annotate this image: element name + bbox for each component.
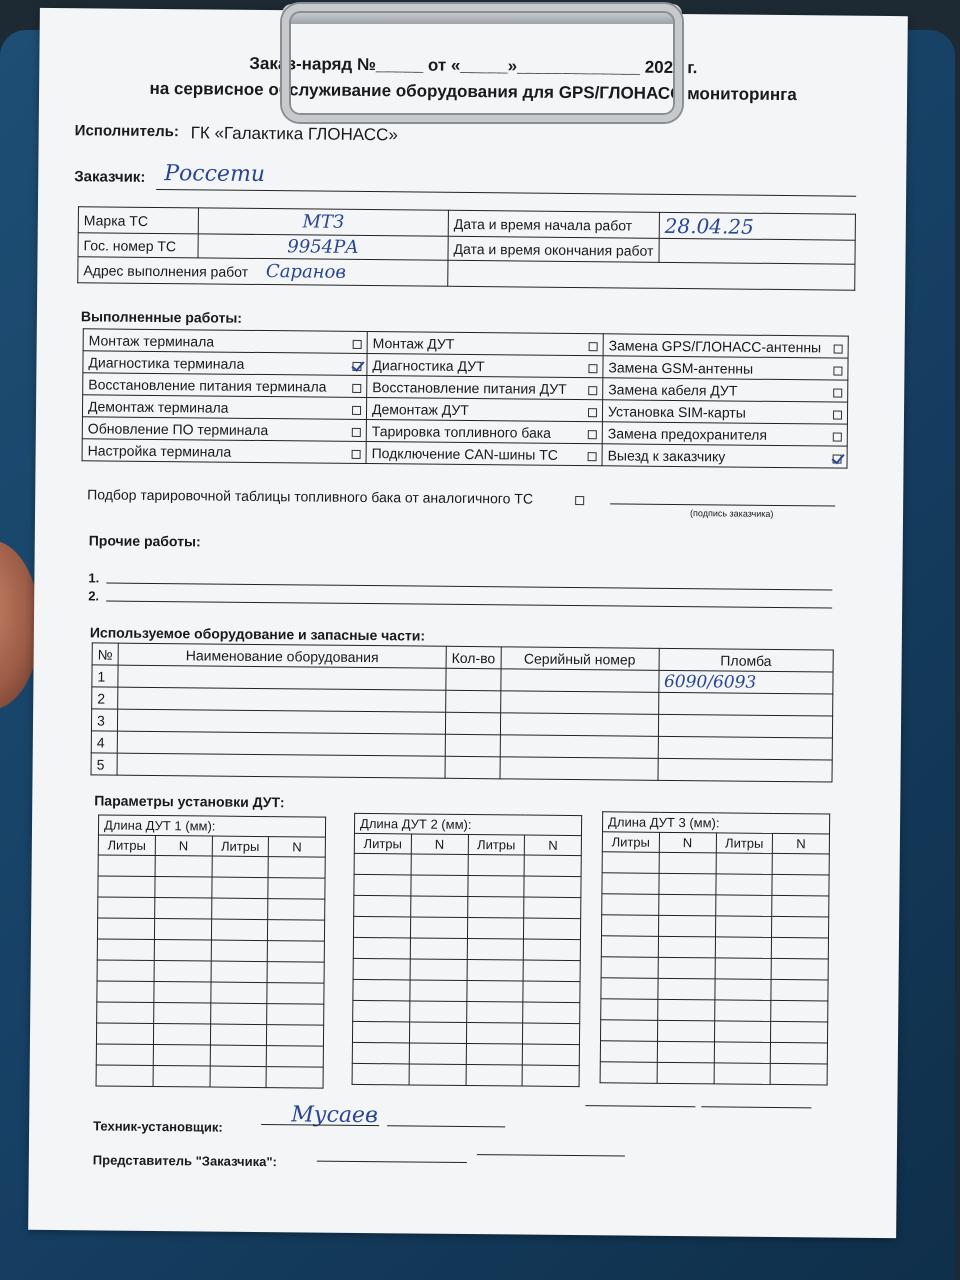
checkbox-checked[interactable]: [352, 361, 361, 370]
cell[interactable]: [716, 853, 773, 875]
cell: [118, 665, 446, 690]
cell[interactable]: [97, 939, 154, 961]
cell[interactable]: [772, 937, 829, 959]
works-table: [82, 328, 849, 468]
cell[interactable]: [715, 937, 772, 959]
other-works-title: Прочие работы:: [88, 532, 201, 550]
cell[interactable]: [468, 855, 525, 877]
work-order-sheet: [28, 8, 908, 1238]
work-item: Замена GPS/ГЛОНАСС-антенны: [608, 336, 822, 355]
start-label: Дата и время начала работ: [448, 210, 659, 238]
cell: [446, 690, 501, 713]
extra-work: Подбор тарировочной таблицы топливного бака от аналогичного ТС: [87, 486, 534, 507]
cell[interactable]: [658, 915, 715, 937]
executor-value: ГК «Галактика ГЛОНАСС»: [190, 123, 398, 145]
cell[interactable]: [153, 1044, 210, 1066]
cell[interactable]: [154, 940, 211, 962]
cell[interactable]: [467, 897, 524, 919]
table-row: [97, 1002, 324, 1025]
table-row: [354, 874, 581, 897]
technician-signature: Мусаев: [291, 1102, 378, 1129]
table-row: [98, 855, 325, 878]
row-number: 2: [92, 687, 118, 709]
cell[interactable]: [266, 1046, 323, 1068]
table-row: [96, 1044, 323, 1067]
work-item: Диагностика ДУТ: [372, 356, 485, 374]
table-row: [353, 979, 580, 1002]
dut-table: [96, 814, 327, 1088]
table-row: [98, 897, 325, 920]
table-row: [97, 939, 324, 962]
brand-label: Марка ТС: [78, 207, 198, 234]
cell[interactable]: [409, 1001, 466, 1023]
cell[interactable]: [523, 960, 580, 982]
cell[interactable]: [466, 981, 523, 1003]
equipment-title: Используемое оборудование и запасные части:: [89, 624, 426, 644]
work-item: Диагностика терминала: [88, 353, 245, 372]
checkbox[interactable]: [833, 366, 842, 375]
cell[interactable]: [771, 1042, 828, 1064]
cell[interactable]: [354, 874, 411, 896]
table-row: [97, 918, 324, 941]
cell: [118, 687, 446, 712]
cell[interactable]: [659, 852, 716, 874]
dut-col-header: N: [525, 835, 582, 856]
col-header: Серийный номер: [501, 647, 659, 671]
cell[interactable]: [411, 875, 468, 897]
order-title: Заказ-наряд №_____ от «_____»_____________ 2025 г.: [249, 53, 698, 78]
cell[interactable]: [211, 877, 268, 899]
cell[interactable]: [466, 1043, 523, 1065]
table-row: [97, 960, 324, 983]
work-item: Восстановление питания ДУТ: [372, 378, 567, 397]
cell[interactable]: [601, 957, 658, 979]
work-item: Демонтаж терминала: [87, 397, 229, 416]
sign-line: [387, 1125, 505, 1127]
cell[interactable]: [467, 960, 524, 982]
cell[interactable]: [268, 857, 325, 879]
cell[interactable]: [268, 899, 325, 921]
cell[interactable]: [466, 1023, 523, 1045]
table-row: [98, 876, 325, 899]
cell[interactable]: [98, 876, 155, 898]
cell[interactable]: [97, 1002, 154, 1024]
cell[interactable]: [96, 1023, 153, 1045]
clipboard-clip: [282, 4, 682, 122]
rep-label: Представитель "Заказчика":: [92, 1152, 277, 1170]
work-item: Обновление ПО терминала: [87, 419, 269, 438]
checkbox-checked[interactable]: [833, 454, 842, 463]
cell[interactable]: [155, 856, 212, 878]
work-item: Подключение CAN-шины ТС: [371, 444, 558, 463]
cell[interactable]: [467, 918, 524, 940]
cell[interactable]: [409, 1022, 466, 1044]
cell[interactable]: [658, 978, 715, 1000]
dut-col-header: Литры: [354, 833, 411, 854]
checkbox[interactable]: [575, 496, 584, 505]
cell[interactable]: [154, 919, 211, 941]
dut-col-header: N: [268, 837, 325, 858]
start-value: 28.04.25: [664, 213, 754, 239]
cell[interactable]: [600, 1062, 657, 1084]
dut-col-header: Литры: [602, 832, 659, 853]
cell: [658, 692, 833, 716]
cell[interactable]: [410, 896, 467, 918]
dut-col-header: Литры: [98, 835, 155, 856]
table-row: [354, 853, 581, 876]
brand-value: МТЗ: [302, 211, 345, 233]
col-header: Пломба: [659, 648, 834, 672]
dut-col-header: N: [659, 832, 716, 853]
cell[interactable]: [268, 878, 325, 900]
cell[interactable]: [97, 960, 154, 982]
table-row: [602, 915, 829, 938]
cell[interactable]: [657, 1041, 714, 1063]
other-line-2: [106, 601, 832, 609]
cell[interactable]: [524, 897, 581, 919]
cell[interactable]: [659, 873, 716, 895]
end-label: Дата и время окончания работ: [448, 236, 659, 262]
cell[interactable]: [602, 915, 659, 937]
cell[interactable]: [212, 856, 269, 878]
cell[interactable]: [524, 876, 581, 898]
cell[interactable]: [154, 898, 211, 920]
cell[interactable]: [353, 958, 410, 980]
plate-value: 9954РА: [287, 236, 359, 258]
checkbox[interactable]: [588, 452, 597, 461]
cell[interactable]: [409, 1064, 466, 1086]
table-row: [96, 1065, 323, 1088]
table-row: [353, 958, 580, 981]
cell[interactable]: [353, 937, 410, 959]
cell[interactable]: [210, 982, 267, 1004]
dut-col-header: Литры: [212, 836, 269, 857]
signature-line: [610, 503, 835, 506]
cell[interactable]: [211, 898, 268, 920]
cell[interactable]: [714, 1000, 771, 1022]
checkbox[interactable]: [352, 383, 361, 392]
cell[interactable]: [658, 936, 715, 958]
table-row: [352, 1042, 579, 1065]
cell[interactable]: [353, 979, 410, 1001]
cell[interactable]: [772, 895, 829, 917]
checkbox[interactable]: [833, 388, 842, 397]
work-item: Выезд к заказчику: [607, 446, 726, 464]
cell[interactable]: [211, 961, 268, 983]
table-row: [352, 1021, 579, 1044]
cell[interactable]: [715, 958, 772, 980]
cell[interactable]: [267, 1004, 324, 1026]
cell[interactable]: [410, 917, 467, 939]
dut-length-label: Длина ДУТ 2 (мм):: [354, 813, 581, 835]
row-number: 3: [91, 709, 117, 731]
cell[interactable]: [153, 1065, 210, 1087]
table-row: [352, 1063, 579, 1086]
cell: [500, 735, 658, 759]
table-row: [96, 1023, 323, 1046]
cell[interactable]: [658, 894, 715, 916]
dut-length-label: Длина ДУТ 1 (мм):: [98, 815, 325, 837]
cell[interactable]: [770, 1063, 827, 1085]
col-header: Наименование оборудования: [118, 643, 446, 668]
cell: [445, 734, 500, 757]
cell[interactable]: [714, 1021, 771, 1043]
cell[interactable]: [352, 1021, 409, 1043]
cell[interactable]: [601, 999, 658, 1021]
cell[interactable]: [154, 961, 211, 983]
cell: [117, 709, 445, 734]
cell[interactable]: [210, 1024, 267, 1046]
cell[interactable]: [410, 959, 467, 981]
dut-length-label: Длина ДУТ 3 (мм):: [603, 812, 830, 834]
checkbox[interactable]: [833, 432, 842, 441]
work-item: Тарировка топливного бака: [371, 422, 552, 441]
table-row: [602, 894, 829, 917]
table-row: [354, 895, 581, 918]
signature-caption: (подпись заказчика): [690, 508, 774, 519]
table-row: [602, 852, 829, 875]
checkbox[interactable]: [588, 430, 597, 439]
checkbox[interactable]: [588, 364, 597, 373]
sign-line: [317, 1161, 467, 1163]
cell[interactable]: [657, 1020, 714, 1042]
cell[interactable]: [715, 916, 772, 938]
table-row: [601, 936, 828, 959]
dut-table: [600, 811, 831, 1085]
cell[interactable]: [211, 919, 268, 941]
cell[interactable]: [210, 1003, 267, 1025]
row-number: 4: [91, 731, 117, 753]
dut-col-header: Литры: [468, 835, 525, 856]
col-header: Кол-во: [446, 646, 501, 669]
cell[interactable]: [97, 918, 154, 940]
cell: [658, 758, 833, 782]
cell[interactable]: [155, 877, 212, 899]
cell[interactable]: [600, 1041, 657, 1063]
cell: [658, 736, 833, 760]
dut-col-header: N: [411, 834, 468, 855]
cell[interactable]: [771, 958, 828, 980]
checkbox[interactable]: [589, 342, 598, 351]
cell[interactable]: [523, 1002, 580, 1024]
cell[interactable]: [602, 894, 659, 916]
cell[interactable]: [772, 853, 829, 875]
cell[interactable]: [714, 1063, 771, 1085]
cell[interactable]: [523, 1044, 580, 1066]
other-work-2: 2.: [88, 588, 100, 604]
cell[interactable]: [411, 854, 468, 876]
cell[interactable]: [602, 873, 659, 895]
cell[interactable]: [267, 962, 324, 984]
address-value: Саранов: [265, 261, 347, 283]
cell[interactable]: [657, 1062, 714, 1084]
sign-line: [477, 1154, 625, 1156]
table-row: [97, 981, 324, 1004]
cell[interactable]: [153, 1002, 210, 1024]
customer-label: Заказчик:: [74, 168, 146, 186]
order-subtitle: на сервисное обслуживание оборудования для GPS/ГЛОНАСС мониторинга: [149, 78, 797, 105]
cell: [117, 731, 445, 756]
work-item: Демонтаж ДУТ: [371, 400, 469, 418]
work-item: Монтаж ДУТ: [372, 334, 455, 352]
dut-table: [352, 813, 583, 1087]
cell[interactable]: [772, 916, 829, 938]
sign-line: [585, 1105, 695, 1107]
table-row: [602, 873, 829, 896]
works-title: Выполненные работы:: [80, 308, 243, 326]
cell: [446, 668, 501, 691]
cell[interactable]: [352, 1063, 409, 1085]
cell: [500, 691, 658, 715]
work-item: Установка SIM-карты: [607, 402, 746, 421]
cell[interactable]: [600, 1020, 657, 1042]
checkbox[interactable]: [834, 344, 843, 353]
address-label: Адрес выполнения работ: [83, 262, 249, 280]
cell[interactable]: [409, 1043, 466, 1065]
technician-label: Техник-установщик:: [93, 1118, 223, 1135]
table-row: [353, 916, 580, 939]
table-row: [353, 937, 580, 960]
cell[interactable]: [601, 978, 658, 1000]
cell: [445, 756, 500, 779]
cell[interactable]: [771, 1000, 828, 1022]
checkbox[interactable]: [353, 339, 362, 348]
work-item: Замена предохранителя: [607, 424, 768, 443]
customer-value: Россети: [164, 161, 266, 188]
seal-value: 6090/6093: [663, 671, 757, 693]
table-row: [601, 957, 828, 980]
cell[interactable]: [154, 982, 211, 1004]
table-row: [601, 978, 828, 1001]
cell[interactable]: [523, 981, 580, 1003]
cell[interactable]: [353, 1000, 410, 1022]
cell[interactable]: [96, 1044, 153, 1066]
row-number: 1: [92, 665, 118, 687]
col-header: №: [92, 643, 118, 665]
table-row: [353, 1000, 580, 1023]
work-item: Замена кабеля ДУТ: [608, 380, 738, 399]
end-value: [659, 238, 855, 264]
other-line-1: [106, 583, 832, 591]
cell[interactable]: [466, 1064, 523, 1086]
cell[interactable]: [601, 936, 658, 958]
checkbox[interactable]: [352, 449, 361, 458]
equipment-table: [91, 642, 834, 782]
work-item: Замена GSM-антенны: [608, 358, 754, 377]
cell: [500, 669, 658, 693]
plate-label: Гос. номер ТС: [78, 233, 198, 258]
other-work-1: 1.: [88, 570, 100, 586]
executor-label: Исполнитель:: [74, 122, 180, 141]
work-item: Монтаж терминала: [88, 331, 215, 350]
cell[interactable]: [714, 1042, 771, 1064]
table-row: [601, 999, 828, 1022]
checkbox[interactable]: [588, 386, 597, 395]
row-number: 5: [91, 753, 117, 775]
cell[interactable]: [268, 920, 325, 942]
cell[interactable]: [98, 897, 155, 919]
checkbox[interactable]: [352, 427, 361, 436]
cell: [445, 712, 500, 735]
cell[interactable]: [410, 980, 467, 1002]
cell: [658, 714, 833, 738]
table-row: [600, 1041, 827, 1064]
cell[interactable]: [353, 916, 410, 938]
cell[interactable]: [410, 938, 467, 960]
cell[interactable]: [267, 941, 324, 963]
cell[interactable]: [524, 918, 581, 940]
cell[interactable]: [211, 940, 268, 962]
cell[interactable]: [98, 855, 155, 877]
cell[interactable]: [97, 981, 154, 1003]
customer-line: [156, 189, 856, 197]
cell[interactable]: [153, 1023, 210, 1045]
dut-title: Параметры установки ДУТ:: [94, 792, 285, 811]
cell[interactable]: [524, 855, 581, 877]
checkbox[interactable]: [588, 408, 597, 417]
cell[interactable]: [522, 1065, 579, 1087]
cell[interactable]: [602, 852, 659, 874]
sign-line: [701, 1106, 811, 1108]
table-row: [600, 1020, 827, 1043]
cell[interactable]: [267, 1025, 324, 1047]
cell[interactable]: [772, 874, 829, 896]
table-row: [600, 1062, 827, 1085]
cell[interactable]: [657, 999, 714, 1021]
cell[interactable]: [524, 939, 581, 961]
dut-col-header: Литры: [716, 833, 773, 854]
vehicle-table: [77, 206, 856, 290]
cell[interactable]: [467, 876, 524, 898]
cell[interactable]: [267, 983, 324, 1005]
cell[interactable]: [210, 1045, 267, 1067]
cell[interactable]: [771, 1021, 828, 1043]
dut-col-header: N: [773, 833, 830, 854]
cell[interactable]: [96, 1065, 153, 1087]
cell[interactable]: [466, 1002, 523, 1024]
cell: [500, 713, 658, 737]
work-item: Настройка терминала: [87, 441, 232, 460]
cell[interactable]: [715, 874, 772, 896]
checkbox[interactable]: [352, 405, 361, 414]
cell[interactable]: [771, 979, 828, 1001]
checkbox[interactable]: [833, 410, 842, 419]
cell[interactable]: [658, 957, 715, 979]
cell[interactable]: [467, 939, 524, 961]
work-item: Восстановление питания терминала: [88, 375, 327, 395]
cell[interactable]: [715, 895, 772, 917]
cell[interactable]: [354, 853, 411, 875]
cell: [500, 757, 658, 781]
cell[interactable]: [523, 1023, 580, 1045]
cell[interactable]: [714, 979, 771, 1001]
cell[interactable]: [354, 895, 411, 917]
cell: [117, 753, 445, 778]
dut-col-header: N: [155, 836, 212, 857]
cell[interactable]: [266, 1067, 323, 1089]
cell[interactable]: [210, 1066, 267, 1088]
cell[interactable]: [352, 1042, 409, 1064]
